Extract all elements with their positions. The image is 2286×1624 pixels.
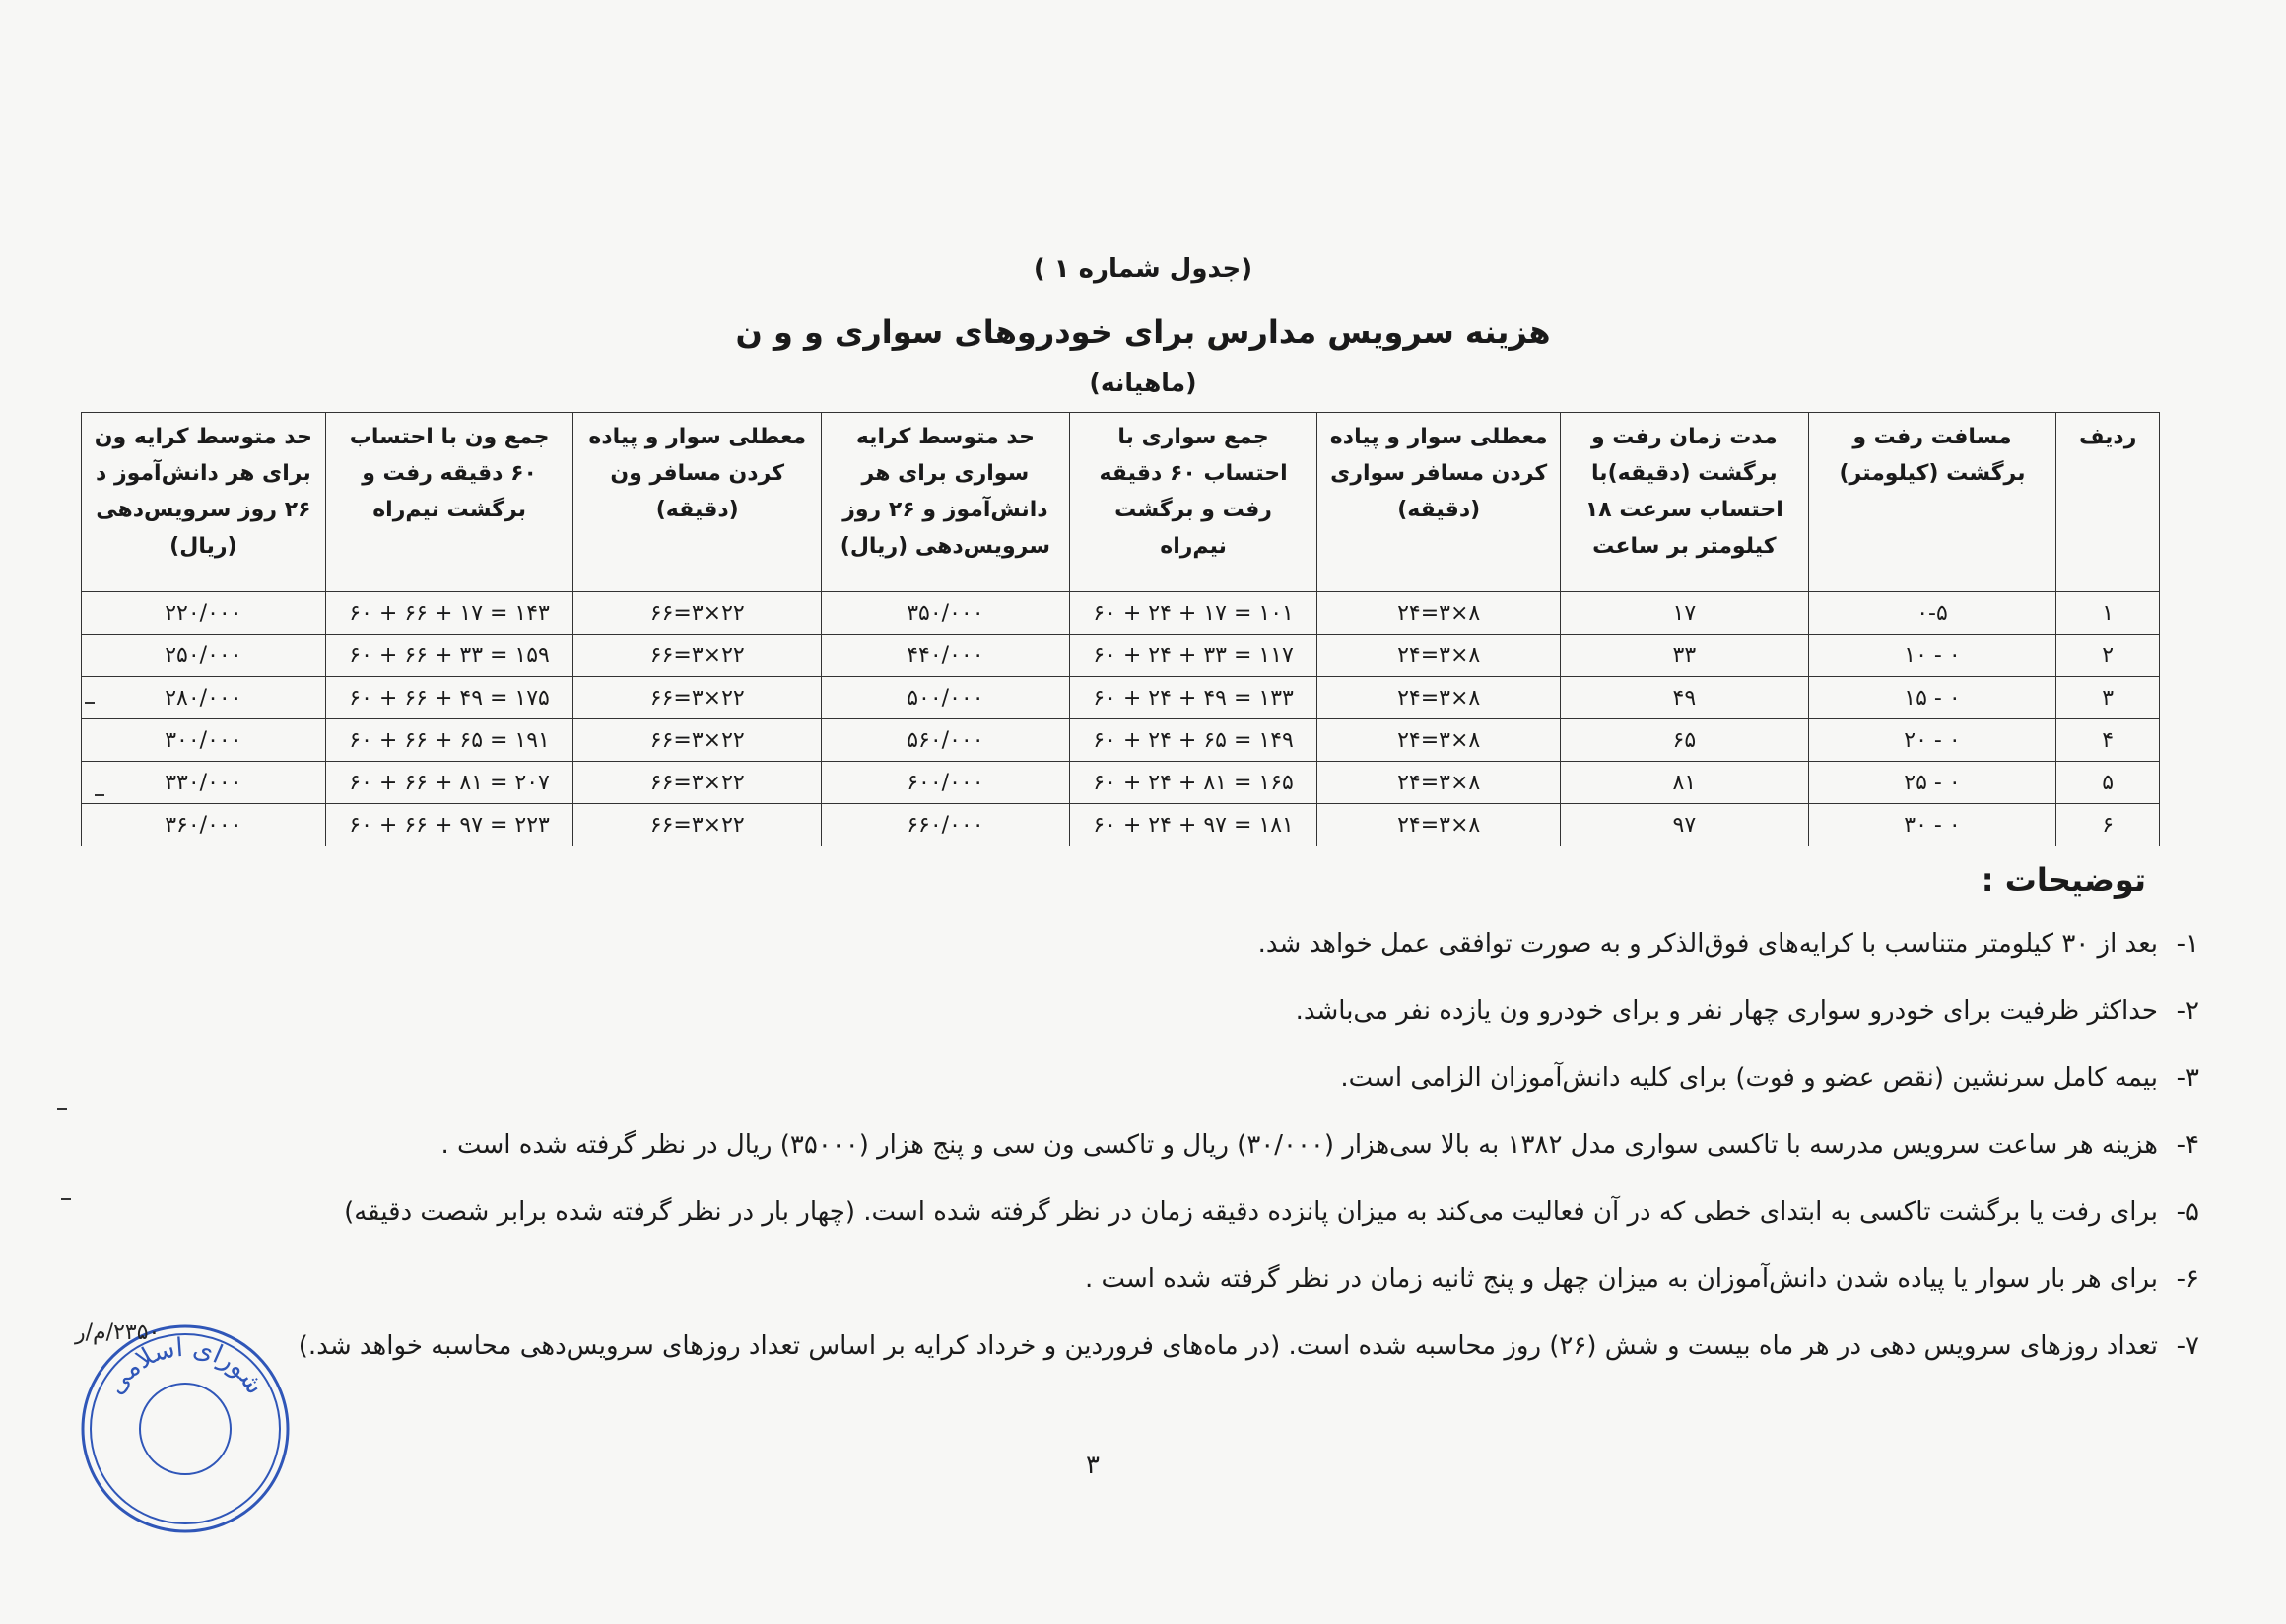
- cell-van-fare: ۳۳۰/۰۰۰: [82, 762, 326, 804]
- cell-van-total: ۶۰ + ۶۶ + ۱۷ = ۱۴۳: [325, 592, 573, 635]
- reference-number: ۲۳۵۰/م/ر: [75, 1320, 161, 1345]
- note-item: [81, 924, 2199, 991]
- scan-mark: [85, 702, 95, 704]
- cell-row-number: ۱: [2056, 592, 2160, 635]
- cell-van-wait: ۶۶=۳×۲۲: [573, 592, 822, 635]
- cell-distance: ۲۰ - ۰: [1808, 719, 2056, 762]
- header-cell: حد متوسط کرایه ون برای هر دانش‌آموز د ۲۶ روز سرویس‌دهی (ریال): [82, 413, 326, 592]
- note-item: [81, 991, 2199, 1058]
- cell-distance: ۱۵ - ۰: [1808, 677, 2056, 719]
- cell-sedan-wait: ۲۴=۳×۸: [1317, 804, 1561, 846]
- cell-sedan-total: ۶۰ + ۲۴ + ۹۷ = ۱۸۱: [1069, 804, 1317, 846]
- cell-sedan-fare: ۵۰۰/۰۰۰: [822, 677, 1070, 719]
- official-seal-icon: [77, 1320, 294, 1537]
- header-cell: معطلی سوار و پیاده کردن مسافر سواری (دقیقه): [1317, 413, 1561, 592]
- table-row: [82, 677, 2160, 719]
- note-text: برای رفت یا برگشت تاکسی به ابتدای خطی که در آن فعالیت می‌کند به میزان پانزده دقیقه زمان در نظر گرفته شده است. (چهار بار در نظر گرفته شده برابر شصت دقیقه): [344, 1197, 2158, 1227]
- cell-sedan-total: ۶۰ + ۲۴ + ۸۱ = ۱۶۵: [1069, 762, 1317, 804]
- cell-sedan-fare: ۶۶۰/۰۰۰: [822, 804, 1070, 846]
- header-cell: حد متوسط کرایه سواری برای هر دانش‌آموز و ۲۶ روز سرویس‌دهی (ریال): [822, 413, 1070, 592]
- cell-trip-time: ۶۵: [1561, 719, 1809, 762]
- header-cell: جمع سواری با احتساب ۶۰ دقیقه رفت و برگشت نیم‌راه: [1069, 413, 1317, 592]
- cell-row-number: ۲: [2056, 635, 2160, 677]
- notes-title: توضیحات :: [1981, 861, 2146, 899]
- table-row: [82, 719, 2160, 762]
- header-cell: ردیف: [2056, 413, 2160, 592]
- table-row: [82, 592, 2160, 635]
- cell-van-fare: ۲۵۰/۰۰۰: [82, 635, 326, 677]
- cell-distance: ۰-۵: [1808, 592, 2056, 635]
- scan-mark: [95, 794, 104, 796]
- table-row: [82, 804, 2160, 846]
- note-item: [81, 1326, 2199, 1393]
- note-text: هزینه هر ساعت سرویس مدرسه با تاکسی سواری مدل ۱۳۸۲ به بالا سی‌هزار (۳۰/۰۰۰) ریال و تاکسی ون سی و پنج هزار (۳۵۰۰۰) ریال در نظر گرفته شده است .: [440, 1130, 2158, 1160]
- page-number: ۳: [1086, 1451, 1100, 1480]
- notes-list: [81, 924, 2199, 1393]
- header-cell: جمع ون با احتساب ۶۰ دقیقه رفت و برگشت نیم‌راه: [325, 413, 573, 592]
- table-title: هزینه سرویس مدارس برای خودروهای سواری و و ن: [735, 313, 1551, 351]
- scan-mark: [61, 1198, 71, 1200]
- note-number: ۶-: [2176, 1264, 2199, 1294]
- note-item: [81, 1125, 2199, 1192]
- cell-trip-time: ۳۳: [1561, 635, 1809, 677]
- cell-row-number: ۶: [2056, 804, 2160, 846]
- cell-trip-time: ۹۷: [1561, 804, 1809, 846]
- cell-van-fare: ۳۰۰/۰۰۰: [82, 719, 326, 762]
- cell-distance: ۲۵ - ۰: [1808, 762, 2056, 804]
- cell-sedan-fare: ۶۰۰/۰۰۰: [822, 762, 1070, 804]
- cell-van-total: ۶۰ + ۶۶ + ۴۹ = ۱۷۵: [325, 677, 573, 719]
- fare-table: [81, 412, 2160, 846]
- table-header-row: [82, 413, 2160, 592]
- table-period: (ماهیانه): [1089, 369, 1197, 397]
- cell-distance: ۱۰ - ۰: [1808, 635, 2056, 677]
- cell-row-number: ۵: [2056, 762, 2160, 804]
- cell-sedan-wait: ۲۴=۳×۸: [1317, 592, 1561, 635]
- cell-distance: ۳۰ - ۰: [1808, 804, 2056, 846]
- cell-sedan-wait: ۲۴=۳×۸: [1317, 635, 1561, 677]
- cell-trip-time: ۴۹: [1561, 677, 1809, 719]
- cell-row-number: ۴: [2056, 719, 2160, 762]
- note-number: ۷-: [2176, 1331, 2199, 1361]
- header-cell: مسافت رفت و برگشت (کیلومتر): [1808, 413, 2056, 592]
- note-text: برای هر بار سوار یا پیاده شدن دانش‌آموزان به میزان چهل و پنج ثانیه زمان در نظر گرفته شده است .: [1084, 1264, 2158, 1294]
- header-cell: معطلی سوار و پیاده کردن مسافر ون (دقیقه): [573, 413, 822, 592]
- cell-van-wait: ۶۶=۳×۲۲: [573, 719, 822, 762]
- note-number: ۴-: [2176, 1130, 2199, 1160]
- note-number: ۵-: [2176, 1197, 2199, 1227]
- note-item: [81, 1259, 2199, 1326]
- note-text: حداکثر ظرفیت برای خودرو سواری چهار نفر و برای خودرو ون یازده نفر می‌باشد.: [1295, 996, 2158, 1026]
- cell-sedan-fare: ۴۴۰/۰۰۰: [822, 635, 1070, 677]
- cell-van-wait: ۶۶=۳×۲۲: [573, 804, 822, 846]
- cell-van-total: ۶۰ + ۶۶ + ۳۳ = ۱۵۹: [325, 635, 573, 677]
- cell-van-fare: ۲۲۰/۰۰۰: [82, 592, 326, 635]
- cell-sedan-fare: ۵۶۰/۰۰۰: [822, 719, 1070, 762]
- note-text: بعد از ۳۰ کیلومتر متناسب با کرایه‌های فوق‌الذکر و به صورت توافقی عمل خواهد شد.: [1257, 929, 2158, 959]
- table-row: [82, 762, 2160, 804]
- note-number: ۲-: [2176, 996, 2199, 1026]
- cell-van-wait: ۶۶=۳×۲۲: [573, 677, 822, 719]
- cell-sedan-wait: ۲۴=۳×۸: [1317, 719, 1561, 762]
- header-cell: مدت زمان رفت و برگشت (دقیقه)با احتساب سرعت ۱۸ کیلومتر بر ساعت: [1561, 413, 1809, 592]
- cell-van-wait: ۶۶=۳×۲۲: [573, 762, 822, 804]
- note-item: [81, 1192, 2199, 1259]
- cell-van-fare: ۲۸۰/۰۰۰: [82, 677, 326, 719]
- note-text: بیمه کامل سرنشین (نقص عضو و فوت) برای کلیه دانش‌آموزان الزامی است.: [1340, 1063, 2158, 1093]
- cell-sedan-wait: ۲۴=۳×۸: [1317, 762, 1561, 804]
- cell-van-total: ۶۰ + ۶۶ + ۶۵ = ۱۹۱: [325, 719, 573, 762]
- cell-trip-time: ۸۱: [1561, 762, 1809, 804]
- cell-sedan-total: ۶۰ + ۲۴ + ۳۳ = ۱۱۷: [1069, 635, 1317, 677]
- note-number: ۳-: [2176, 1063, 2199, 1093]
- seal-text: شورای اسلامی: [101, 1332, 270, 1400]
- cell-van-wait: ۶۶=۳×۲۲: [573, 635, 822, 677]
- cell-sedan-total: ۶۰ + ۲۴ + ۱۷ = ۱۰۱: [1069, 592, 1317, 635]
- cell-sedan-fare: ۳۵۰/۰۰۰: [822, 592, 1070, 635]
- cell-sedan-total: ۶۰ + ۲۴ + ۴۹ = ۱۳۳: [1069, 677, 1317, 719]
- cell-sedan-total: ۶۰ + ۲۴ + ۶۵ = ۱۴۹: [1069, 719, 1317, 762]
- cell-row-number: ۳: [2056, 677, 2160, 719]
- cell-van-total: ۶۰ + ۶۶ + ۹۷ = ۲۲۳: [325, 804, 573, 846]
- table-row: [82, 635, 2160, 677]
- note-text: تعداد روزهای سرویس دهی در هر ماه بیست و شش (۲۶) روز محاسبه شده است. (در ماه‌های فروردین و خرداد کرایه بر اساس تعداد روزهای سرویس‌دهی محاسبه خواهد شد.): [298, 1331, 2158, 1361]
- cell-van-total: ۶۰ + ۶۶ + ۸۱ = ۲۰۷: [325, 762, 573, 804]
- cell-van-fare: ۳۶۰/۰۰۰: [82, 804, 326, 846]
- table-number: (جدول شماره ۱ ): [1033, 254, 1253, 284]
- note-number: ۱-: [2176, 929, 2199, 959]
- cell-sedan-wait: ۲۴=۳×۸: [1317, 677, 1561, 719]
- note-item: [81, 1058, 2199, 1125]
- cell-trip-time: ۱۷: [1561, 592, 1809, 635]
- scan-mark: [57, 1108, 67, 1110]
